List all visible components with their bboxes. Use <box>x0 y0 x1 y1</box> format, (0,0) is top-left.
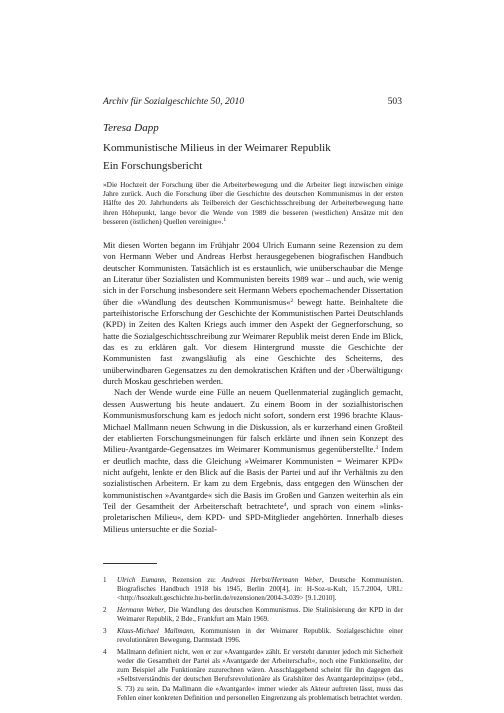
footnote-number: 4 <box>103 647 107 656</box>
footnote-text: Mallmann definiert nicht, wen er zur »Avantgarde« zählt. Er versteht darunter jedoch mit Sicherheit weder die Gesamtheit der Partei als »Avantgarde der Arbeiterschaft«, noch eine Funktionselite, der zum Beispiel alle Funktionäre zuzurechnen wären. Ausschlaggebend scheint für ihn dagegen das »Selbstverständnis der deutschen Berufsrevolutionäre als Gralshüter des Avantgardeprinzips« (ebd., S. 73) zu sein. Da Mallmann die »Avantgarde« immer wieder als Akteur auftreten lässt, muss das Fehlen einer konkreten Definition und personellen Eingrenzung als problematisch betrachtet werden. <box>117 647 403 702</box>
paragraph-1 <box>103 240 403 387</box>
paragraph-2-text-c: , und sprach von einem »links-proletarischen Milieu«, dem KPD- und SPD-Mitglieder angehörten. Innerhalb dieses Milieus untersuchte er die Sozial- <box>103 500 404 534</box>
footnote-author: Klaus-Michael Mallmann <box>117 626 194 635</box>
footnote-number: 3 <box>103 626 107 635</box>
footnotes <box>103 576 403 705</box>
footnote-author: Hermann Weber <box>117 606 165 615</box>
footnote-author: Ulrich Eumann <box>117 576 165 584</box>
paragraph-1-text-b: bewegt hatte. Beinhaltete die parteihistorische Erforschung der Geschichte der Kommunistischen Partei Deutschlands (KPD) in Zeiten des Kalten Kriegs auch immer den Aspekt der Gegnerforschung, so hatte die Sozialgeschichtsschreibung zur Weimarer Republik meist deren Ende im Blick, das es zu erklären galt. Vor diesem Hintergrund musste die Geschichte der Kommunisten fast zwangsläufig als eine Geschichte des Scheiterns, des unüberwindbaren Gegensatzes zu den demokratischen Kräften und der ›Überwältigung‹ durch Moskau geschrieben werden. <box>103 296 404 387</box>
footnote-number: 2 <box>103 606 107 615</box>
paragraph-2-text-a: Nach der Wende wurde eine Fülle an neuem Quellenmaterial zugänglich gemacht, dessen Auswertung bis heute andauert. Zu einem Boom in der sozialhistorischen Kommunismusforschung kam es jedoch nicht sofort, sondern erst 1996 brachte Klaus-Michael Mallmann neuen Schwung in die Diskussion, als er kurzerhand einen Großteil der etablierten Forschungsmeinungen für falsch erklärte und ihnen sein Konzept des Milieu-Avantgarde-Gegensatzes im Weimarer Kommunismus gegenüberstellte. <box>103 387 403 455</box>
footnote-editors: Andreas Herbst/Hermann Weber <box>221 576 322 584</box>
body-text <box>103 240 403 535</box>
page-number: 503 <box>387 96 402 107</box>
footnote-ref-4[interactable]: 4 <box>283 501 287 508</box>
footnote-text: , Die Wandlung des deutschen Kommunismus. Die Stalinisierung der KPD in der Weimarer Republik, 2 Bde., Frankfurt am Main 1969. <box>117 606 404 624</box>
footnote-ref-2[interactable]: 2 <box>290 297 294 304</box>
paragraph-1-text-a: Mit diesen Worten begann im Frühjahr 2004 Ulrich Eumann seine Rezension zu dem von Hermann Weber und Andreas Herbst herausgegebenen biografischen Handbuch deutscher Kommunisten. Tatsächlich ist es erstaunlich, wie unüberschaubar die Menge an Literatur über Sozialisten und Kommunisten bereits 1989 war – und auch, wie wenig sich in der Forschung insbesondere seit Hermann Webers epochemachender Dissertation über die »Wandlung des deutschen Kommunismus« <box>103 240 403 307</box>
footnote-ref-1[interactable]: 1 <box>223 216 227 223</box>
footnote-4 <box>103 648 403 703</box>
paragraph-2 <box>103 387 403 534</box>
article-subtitle: Ein Forschungsbericht <box>103 160 203 172</box>
epigraph-text: »Die Hochzeit der Forschung über die Arbeiterbewegung und die Arbeiter liegt inzwischen einige Jahre zurück. Auch die Forschung über die Geschichte des deutschen Kommunismus in der ersten Hälfte des 20. Jahrhunderts als Teilbereich der Geschichtsschreibung der Arbeiterbewegung hatte ihren Höhepunkt, lange bevor die Wende von 1989 die besseren (westlichen) Ansätze mit den besseren (östlichen) Quellen vereinigte«. <box>103 180 403 226</box>
footnote-text: , Kommunisten in der Weimarer Republik. Sozialgeschichte einer revolutionären Bewegung, Darmstadt 1996. <box>117 626 404 645</box>
footnote-text: , Rezension zu: <box>164 576 222 584</box>
epigraph-quote <box>103 180 403 226</box>
article-title: Kommunistische Milieus in der Weimarer Republik <box>103 142 331 154</box>
footnote-3 <box>103 627 403 645</box>
footnote-1 <box>103 576 403 603</box>
footnote-number: 1 <box>103 576 107 584</box>
footnote-separator <box>103 563 157 564</box>
running-head: Archiv für Sozialgeschichte 50, 2010 <box>103 96 245 107</box>
footnote-2 <box>103 606 403 624</box>
footnote-ref-3[interactable]: 3 <box>375 445 379 452</box>
paragraph-2-text-b: Indem er deutlich machte, dass die Gleichung »Weimarer Kommunisten = Weimarer KPD« nicht aufgeht, lenkte er den Blick auf die Basis der Partei und auf ihr Verhältnis zu den sozialistischen Arbeitern. Er kam zu dem Ergebnis, dass entgegen den Wünschen der kommunistischen »Avantgarde« sich die Basis im Großen und Ganzen weiterhin als ein Teil der Gesamtheit der Arbeiterschaft betrachtete <box>103 444 403 511</box>
article-author: Teresa Dapp <box>103 122 159 134</box>
footnote-text: , Deutsche Kommunisten. Biografisches Handbuch 1918 bis 1945, Berlin 200[4], in: H-Soz-u-Kult, 15.7.2004, URL: <http://hsozkult.geschichte.hu-berlin.de/rezensionen/2004-3-039> [9.1.2010]. <box>117 576 403 603</box>
